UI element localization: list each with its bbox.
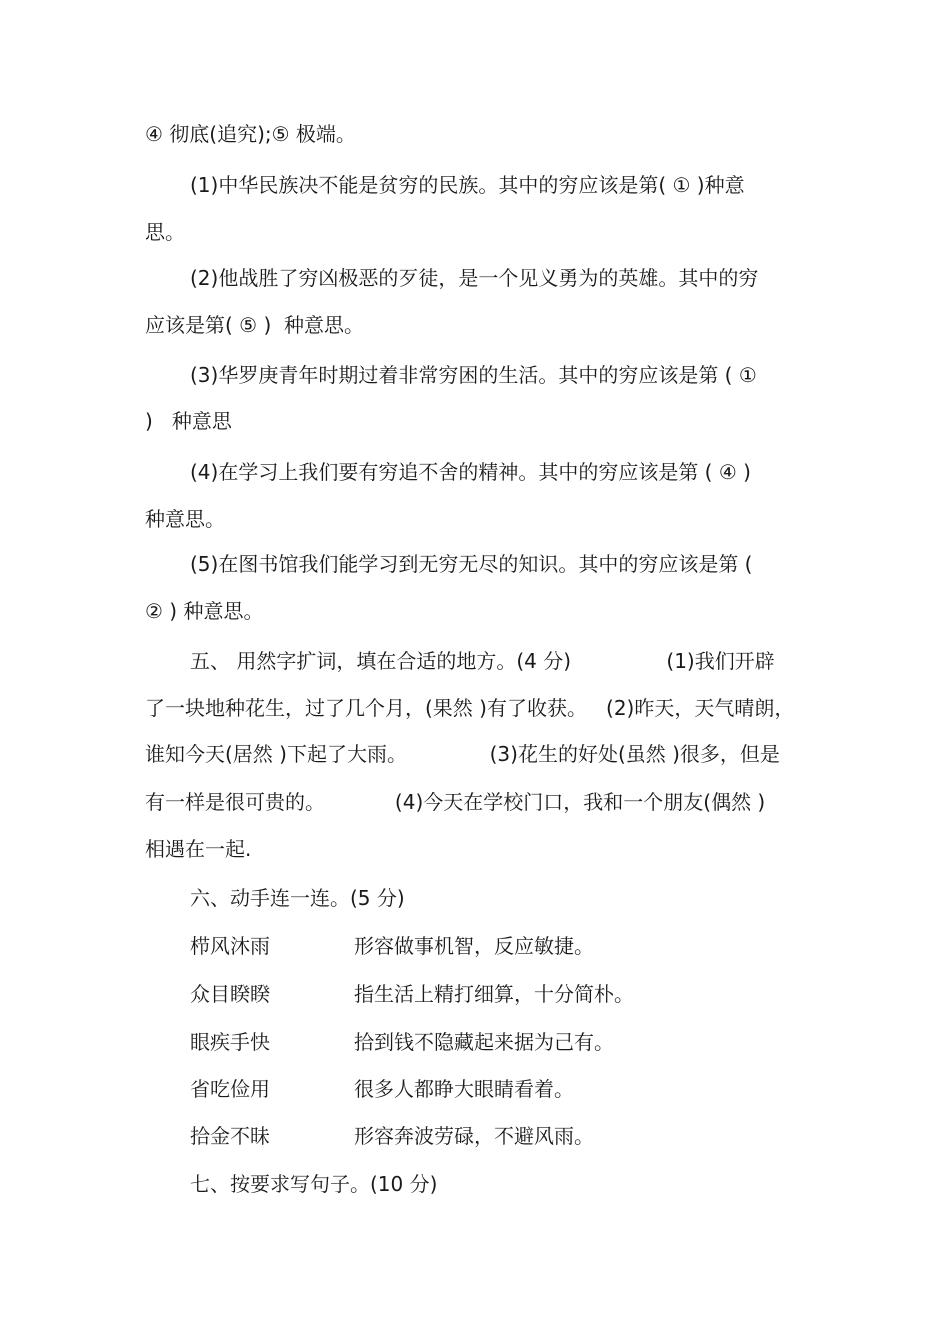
question-3-cont: ) 种意思 <box>145 409 232 433</box>
matching-term: 省吃俭用 <box>190 1077 270 1101</box>
question-2-line: (2)他战胜了穷凶极恶的歹徒，是一个见义勇为的英雄。其中的穷 <box>190 266 759 290</box>
matching-term: 眼疾手快 <box>190 1030 270 1054</box>
matching-definition: 形容做事机智，反应敏捷。 <box>354 934 594 958</box>
matching-term: 众目睽睽 <box>190 982 270 1006</box>
question-4-cont: 种意思。 <box>145 507 225 531</box>
question-1-cont: 思。 <box>145 220 185 244</box>
section-five-line-2: 了一块地种花生，过了几个月，(果然 )有了收获。 (2)昨天，天气晴朗， <box>145 696 795 720</box>
section-seven-heading: 七、按要求写句子。(10 分) <box>190 1172 438 1196</box>
section-five-heading: 五、 用然字扩词，填在合适的地方。(4 分) (1)我们开辟 <box>190 649 775 673</box>
question-1-line: (1)中华民族决不能是贫穷的民族。其中的穷应该是第( ① )种意 <box>190 173 745 197</box>
section-six-heading: 六、动手连一连。(5 分) <box>190 886 405 910</box>
matching-definition: 形容奔波劳碌，不避风雨。 <box>354 1124 594 1148</box>
question-3-line: (3)华罗庚青年时期过着非常穷困的生活。其中的穷应该是第 ( ① <box>190 363 757 387</box>
question-5-line: (5)在图书馆我们能学习到无穷无尽的知识。其中的穷应该是第 ( <box>190 552 753 576</box>
section-five-line-3: 谁知今天(居然 )下起了大雨。 (3)花生的好处(虽然 )很多，但是 <box>145 742 780 766</box>
text-line-options: ④ 彻底(追究);⑤ 极端。 <box>145 122 356 146</box>
matching-term: 拾金不昧 <box>190 1124 270 1148</box>
matching-definition: 拾到钱不隐藏起来据为己有。 <box>354 1030 614 1054</box>
question-4-line: (4)在学习上我们要有穷追不舍的精神。其中的穷应该是第 ( ④ ) <box>190 460 751 484</box>
section-five-line-5: 相遇在一起. <box>145 837 252 861</box>
matching-definition: 很多人都睁大眼睛看着。 <box>354 1077 574 1101</box>
matching-definition: 指生活上精打细算，十分简朴。 <box>354 982 634 1006</box>
question-5-cont: ② ) 种意思。 <box>145 599 264 623</box>
matching-term: 栉风沐雨 <box>190 934 270 958</box>
question-2-cont: 应该是第( ⑤ ) 种意思。 <box>145 313 364 337</box>
section-five-line-4: 有一样是很可贵的。 (4)今天在学校门口，我和一个朋友(偶然 ) <box>145 790 766 814</box>
